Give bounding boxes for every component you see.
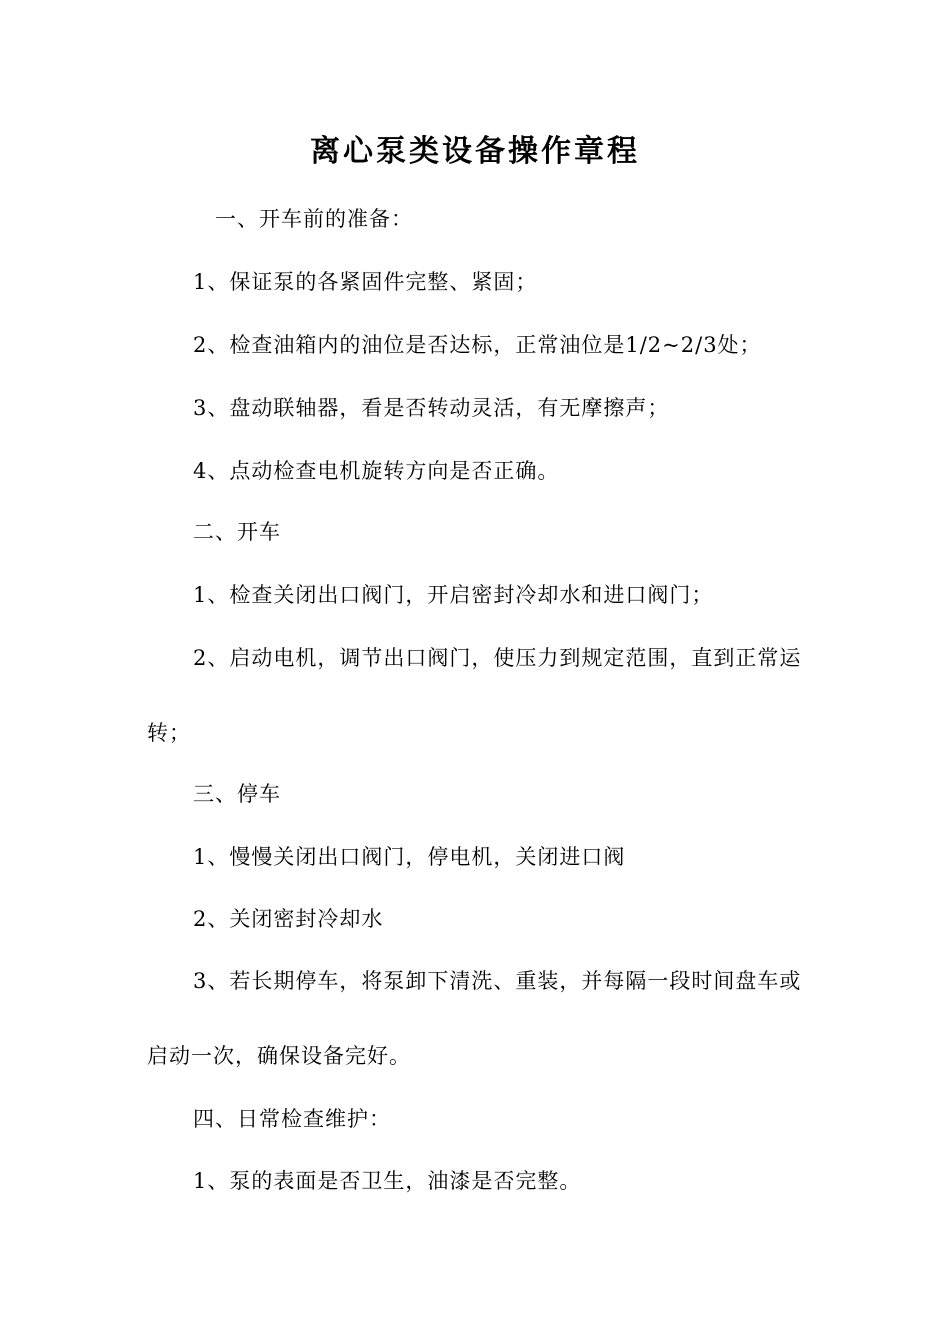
paragraph-line: 4、点动检查电机旋转方向是否正确。 xyxy=(193,459,560,483)
paragraph-line: 2、检查油箱内的油位是否达标，正常油位是1/2~2/3处； xyxy=(193,333,762,357)
paragraph-line: 3、盘动联轴器，看是否转动灵活，有无摩擦声； xyxy=(193,396,670,420)
section-heading-stop: 三、停车 xyxy=(193,782,281,806)
paragraph-line: 2、关闭密封冷却水 xyxy=(193,907,384,931)
paragraph-line: 1、泵的表面是否卫生，油漆是否完整。 xyxy=(193,1169,582,1193)
section-heading-start: 二、开车 xyxy=(193,520,281,544)
paragraph-continuation: 转； xyxy=(147,721,191,745)
section-heading-prestart: 一、开车前的准备： xyxy=(215,207,413,231)
paragraph-line: 1、慢慢关闭出口阀门，停电机，关闭进口阀 xyxy=(193,845,626,869)
document-title: 离心泵类设备操作章程 xyxy=(310,134,640,169)
paragraph-line: 1、检查关闭出口阀门，开启密封冷却水和进口阀门； xyxy=(193,583,714,607)
paragraph-line: 3、若长期停车，将泵卸下清洗、重装，并每隔一段时间盘车或 xyxy=(193,969,802,993)
paragraph-line: 2、启动电机，调节出口阀门，使压力到规定范围，直到正常运 xyxy=(193,646,802,670)
paragraph-line: 1、保证泵的各紧固件完整、紧固； xyxy=(193,270,538,294)
section-heading-maintenance: 四、日常检查维护： xyxy=(193,1107,391,1131)
paragraph-continuation: 启动一次，确保设备完好。 xyxy=(147,1044,411,1068)
